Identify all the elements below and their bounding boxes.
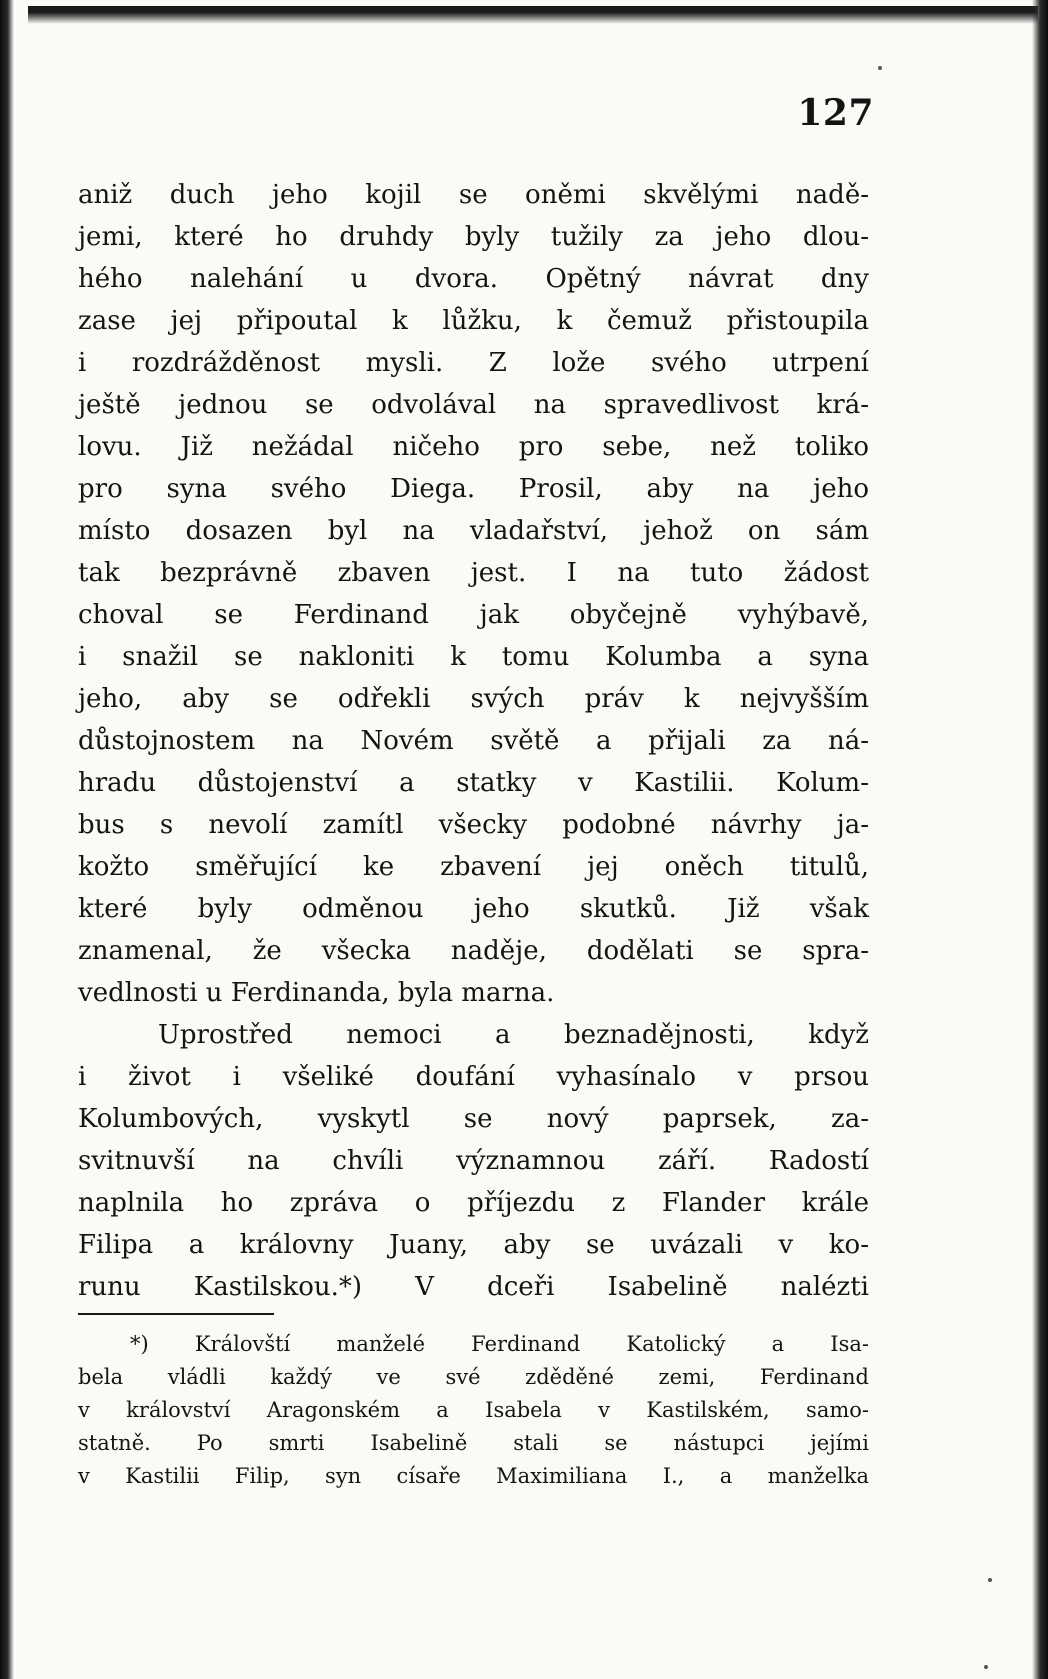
body-line: Filipa a královny Juany, aby se uvázali v ko- <box>78 1230 869 1260</box>
scan-speck <box>988 1578 992 1582</box>
body-line: jemi, které ho druhdy byly tužily za jeho dlou- <box>78 222 869 252</box>
footnote-line: statně. Po smrti Isabelině stali se nástupci jejími <box>78 1431 869 1455</box>
body-line: místo dosazen byl na vladařství, jehož on sám <box>78 516 869 546</box>
body-line: aniž duch jeho kojil se oněmi skvělými nadě- <box>78 180 869 210</box>
body-line: choval se Ferdinand jak obyčejně vyhýbavě, <box>78 600 869 630</box>
scan-speck <box>984 1665 988 1669</box>
scan-top-edge <box>28 6 1038 24</box>
body-line: bus s nevolí zamítl všecky podobné návrhy ja- <box>78 810 869 840</box>
body-line: vedlnosti u Ferdinanda, byla marna. <box>78 978 555 1008</box>
footnote-separator <box>78 1313 274 1315</box>
body-line: i rozdrážděnost mysli. Z lože svého utrpení <box>78 348 869 378</box>
body-line: ještě jednou se odvolával na spravedlivost krá- <box>78 390 869 420</box>
body-line: tak bezprávně zbaven jest. I na tuto žádost <box>78 558 869 588</box>
body-line: znamenal, že všecka naděje, dodělati se spra- <box>78 936 869 966</box>
body-line: hradu důstojenství a statky v Kastilii. Kolum- <box>78 768 869 798</box>
body-line: lovu. Již nežádal ničeho pro sebe, než toliko <box>78 432 869 462</box>
body-line: Uprostřed nemoci a beznadějnosti, když <box>158 1020 869 1050</box>
body-line: pro syna svého Diega. Prosil, aby na jeho <box>78 474 869 504</box>
footnote-line: *) Královští manželé Ferdinand Katolický a Isa- <box>130 1332 869 1356</box>
footnote-line: bela vládli každý ve své zděděné zemi, Ferdinand <box>78 1365 869 1389</box>
body-line: důstojnostem na Novém světě a přijali za ná- <box>78 726 869 756</box>
body-line: které byly odměnou jeho skutků. Již však <box>78 894 869 924</box>
scan-left-edge <box>0 0 14 1679</box>
footnote-line: v království Aragonském a Isabela v Kastilském, samo- <box>78 1398 869 1422</box>
body-line: Kolumbových, vyskytl se nový paprsek, za- <box>78 1104 869 1134</box>
body-line: runu Kastilskou.*) V dceři Isabelině nalézti <box>78 1272 869 1302</box>
body-line: svitnuvší na chvíli významnou září. Radostí <box>78 1146 869 1176</box>
body-line: hého nalehání u dvora. Opětný návrat dny <box>78 264 869 294</box>
body-line: jeho, aby se odřekli svých práv k nejvyšším <box>78 684 869 714</box>
body-line: i snažil se nakloniti k tomu Kolumba a syna <box>78 642 869 672</box>
body-text <box>78 174 869 1308</box>
footnote-line: v Kastilii Filip, syn císaře Maximiliana I., a manželka <box>78 1464 869 1488</box>
scan-speck <box>878 66 882 70</box>
body-line: zase jej připoutal k lůžku, k čemuž přistoupila <box>78 306 869 336</box>
body-line: naplnila ho zpráva o příjezdu z Flander krále <box>78 1188 869 1218</box>
body-line: kožto směřující ke zbavení jej oněch titulů, <box>78 852 869 882</box>
page-number: 127 <box>797 92 874 134</box>
footnote-text <box>78 1328 869 1493</box>
scan-right-edge <box>1032 0 1048 1679</box>
body-line: i život i všeliké doufání vyhasínalo v prsou <box>78 1062 869 1092</box>
